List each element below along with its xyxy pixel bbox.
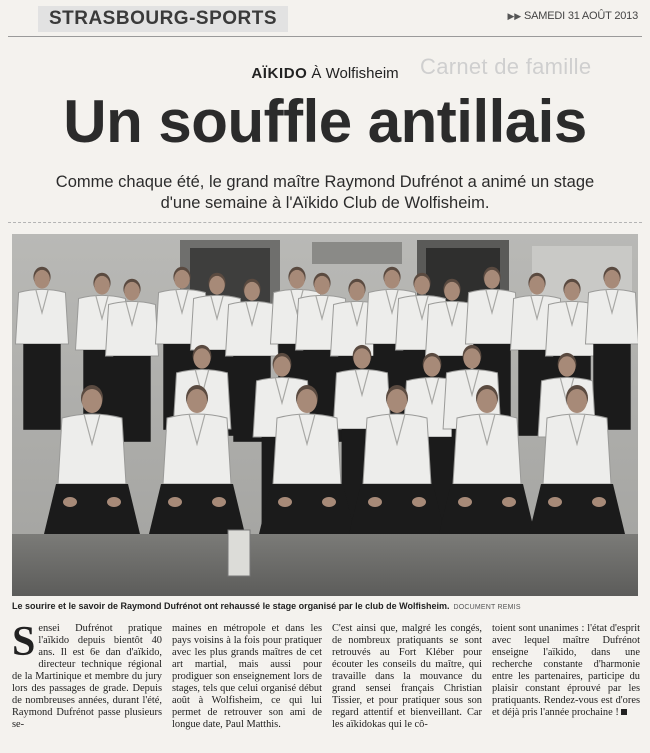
body-column-2-text: maines en métropole et dans les pays voisins à la fois pour pratiquer avec les plus grands maîtres de cet art martial, mais aussi pour prodiguer son enseignement lors de stages, tels que celui organisé début août à Wolfisheim, ce qui lui permet de retrouver son ami de longue date, Paul Matthis. bbox=[172, 623, 322, 730]
section-tag: STRASBOURG-SPORTS bbox=[38, 6, 288, 32]
kicker-place: À Wolfisheim bbox=[311, 65, 399, 82]
photo-people bbox=[15, 267, 638, 534]
issue-date bbox=[508, 10, 638, 22]
body-column-2 bbox=[172, 623, 322, 731]
photo-trophy-box bbox=[228, 530, 250, 576]
kicker-sport: AÏKIDO bbox=[251, 65, 308, 82]
body-column-3-text: C'est ainsi que, malgré les congés, de nombreux pratiquants se sont retrouvés au Fort Kléber pour écouter les conseils du maître, qui travaille dans la mouvance du grand sensei français Christian Tissier, et pour pratiquer sous son regard attentif et bienveillant. Car les aïkidokas qui le cô- bbox=[332, 623, 482, 730]
article-kicker bbox=[0, 65, 650, 82]
photo-credit: DOCUMENT REMIS bbox=[453, 604, 521, 611]
body-column-4-text bbox=[492, 623, 640, 719]
article-standfirst: Comme chaque été, le grand maître Raymond Dufrénot a animé un stage d'une semaine à l'Aïkido Club de Wolfisheim. bbox=[55, 173, 595, 212]
photo-caption bbox=[12, 601, 642, 611]
article-headline: Un souffle antillais bbox=[63, 88, 587, 155]
drop-cap: S bbox=[12, 619, 36, 665]
body-column-1 bbox=[12, 619, 162, 731]
bleed-through-headline: Carnet de famille bbox=[420, 54, 592, 79]
group-photo bbox=[12, 234, 638, 596]
chevron-right-icon: ▶▶ bbox=[507, 11, 521, 21]
standfirst-rule bbox=[8, 222, 642, 223]
body-column-1-text: ensei Dufrénot pratique l'aïkido depuis bientôt 40 ans. Il est 6e dan d'aïkido, directeur technique régional de la Martinique et membre du jury lors des passages de grade. Depuis de nombreuses années, durant l'été, Raymond Dufrénot passe plusieurs se- bbox=[12, 623, 162, 730]
article-end-mark bbox=[621, 709, 627, 715]
photo-mat bbox=[12, 534, 638, 596]
photo-person bbox=[15, 267, 68, 430]
body-column-3 bbox=[332, 623, 482, 731]
body-column-4 bbox=[492, 623, 640, 719]
header-rule bbox=[8, 36, 642, 37]
photo-sign bbox=[312, 242, 402, 264]
group-photo-image bbox=[12, 234, 638, 596]
photo-caption-text: Le sourire et le savoir de Raymond Dufrénot ont rehaussé le stage organisé par le club de Wolfisheim. bbox=[12, 601, 450, 611]
issue-date-text: SAMEDI 31 AOÛT 2013 bbox=[524, 10, 638, 22]
body-column-4-span: toient sont unanimes : l'état d'esprit avec lequel maître Dufrénot enseigne l'aïkido, dans une recherche constante d'harmonie entre les partenaires, participe du plaisir constant éprouvé par les pratiquants. Rendez-vous est d'ores et déjà pris l'année prochaine ! bbox=[492, 623, 640, 718]
